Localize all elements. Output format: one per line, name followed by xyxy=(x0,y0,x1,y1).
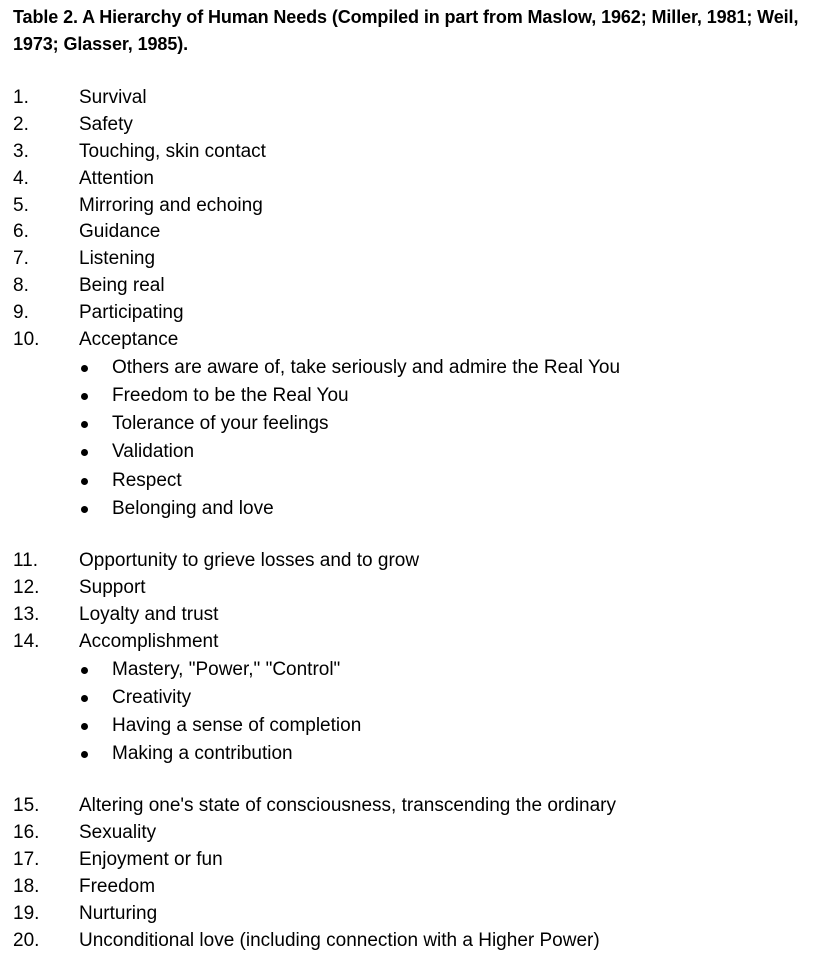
list-item xyxy=(13,820,823,847)
item-number: 5. xyxy=(13,194,29,216)
item-number: 16. xyxy=(13,822,40,844)
item-text: Participating xyxy=(79,302,184,324)
bullet-icon xyxy=(79,712,112,740)
list-item xyxy=(13,219,823,246)
list-item xyxy=(13,139,823,166)
sub-list-item xyxy=(13,712,823,740)
sub-item-text: Having a sense of completion xyxy=(112,714,362,736)
list-item xyxy=(13,548,823,575)
bullet-icon xyxy=(79,354,112,382)
spacer xyxy=(13,523,823,548)
item-number: 14. xyxy=(13,630,40,652)
item-text: Accomplishment xyxy=(79,630,219,652)
item-number: 12. xyxy=(13,576,40,598)
table-title: Table 2. A Hierarchy of Human Needs (Compiled in part from Maslow, 1962; Miller, 1981; Weil, 1973; Glasser, 1985). xyxy=(13,7,799,54)
list-item xyxy=(13,602,823,629)
item-number: 15. xyxy=(13,795,40,817)
bullet-icon xyxy=(79,438,112,466)
item-text: Opportunity to grieve losses and to grow xyxy=(79,550,420,572)
list-item xyxy=(13,166,823,193)
list-item xyxy=(13,793,823,820)
sub-list-item xyxy=(13,740,823,768)
sub-item-text: Freedom to be the Real You xyxy=(112,385,349,407)
sub-item-text: Mastery, "Power," "Control" xyxy=(112,658,341,680)
list-item xyxy=(13,901,823,928)
document xyxy=(13,4,823,955)
list-item xyxy=(13,273,823,300)
item-number: 2. xyxy=(13,113,29,135)
item-number: 3. xyxy=(13,140,29,162)
sub-list xyxy=(13,354,823,523)
item-number: 20. xyxy=(13,929,40,951)
list-item xyxy=(13,112,823,139)
sub-item-text: Belonging and love xyxy=(112,497,274,519)
list-item xyxy=(13,847,823,874)
sub-list-item xyxy=(13,684,823,712)
list-item xyxy=(13,874,823,901)
sub-list-item xyxy=(13,495,823,523)
item-text: Loyalty and trust xyxy=(79,603,219,625)
item-number: 18. xyxy=(13,876,40,898)
item-text: Touching, skin contact xyxy=(79,140,266,162)
list-item xyxy=(13,246,823,273)
item-text: Attention xyxy=(79,167,154,189)
item-text: Unconditional love (including connection with a Higher Power) xyxy=(79,929,600,951)
sub-item-text: Others are aware of, take seriously and admire the Real You xyxy=(112,356,621,378)
bullet-icon xyxy=(79,495,112,523)
item-text: Acceptance xyxy=(79,329,179,351)
item-number: 6. xyxy=(13,221,29,243)
sub-list-item xyxy=(13,354,823,382)
item-text: Being real xyxy=(79,275,165,297)
item-text: Freedom xyxy=(79,876,156,898)
item-text: Support xyxy=(79,576,146,598)
sub-list xyxy=(13,656,823,769)
list-item xyxy=(13,928,823,955)
item-number: 9. xyxy=(13,302,29,324)
sub-list-item xyxy=(13,656,823,684)
bullet-icon xyxy=(79,467,112,495)
item-number: 8. xyxy=(13,275,29,297)
sub-list-item xyxy=(13,410,823,438)
needs-list xyxy=(13,85,823,955)
item-number: 1. xyxy=(13,87,29,108)
bullet-icon xyxy=(79,382,112,410)
sub-item-text: Tolerance of your feelings xyxy=(112,413,329,435)
item-text: Survival xyxy=(79,87,147,108)
item-text: Listening xyxy=(79,248,156,270)
bullet-icon xyxy=(79,410,112,438)
item-text: Nurturing xyxy=(79,902,158,924)
sub-item-text: Validation xyxy=(112,441,195,463)
item-number: 10. xyxy=(13,329,40,351)
list-item xyxy=(13,193,823,220)
item-text: Altering one's state of consciousness, transcending the ordinary xyxy=(79,795,616,817)
item-number: 17. xyxy=(13,849,40,871)
item-text: Mirroring and echoing xyxy=(79,194,263,216)
item-number: 13. xyxy=(13,603,40,625)
item-text: Sexuality xyxy=(79,822,157,844)
item-number: 19. xyxy=(13,902,40,924)
bullet-icon xyxy=(79,684,112,712)
sub-item-text: Creativity xyxy=(112,686,192,708)
sub-list-item xyxy=(13,467,823,495)
item-number: 7. xyxy=(13,248,29,270)
item-text: Enjoyment or fun xyxy=(79,849,223,871)
sub-list-item xyxy=(13,382,823,410)
item-text: Safety xyxy=(79,113,133,135)
item-number: 4. xyxy=(13,167,29,189)
list-item xyxy=(13,327,823,354)
bullet-icon xyxy=(79,740,112,768)
list-item xyxy=(13,300,823,327)
item-text: Guidance xyxy=(79,221,161,243)
list-item xyxy=(13,85,823,112)
sub-item-text: Making a contribution xyxy=(112,743,293,765)
item-number: 11. xyxy=(13,550,39,572)
list-item xyxy=(13,575,823,602)
list-item xyxy=(13,629,823,656)
sub-item-text: Respect xyxy=(112,469,182,491)
spacer xyxy=(13,768,823,793)
bullet-icon xyxy=(79,656,112,684)
sub-list-item xyxy=(13,438,823,466)
